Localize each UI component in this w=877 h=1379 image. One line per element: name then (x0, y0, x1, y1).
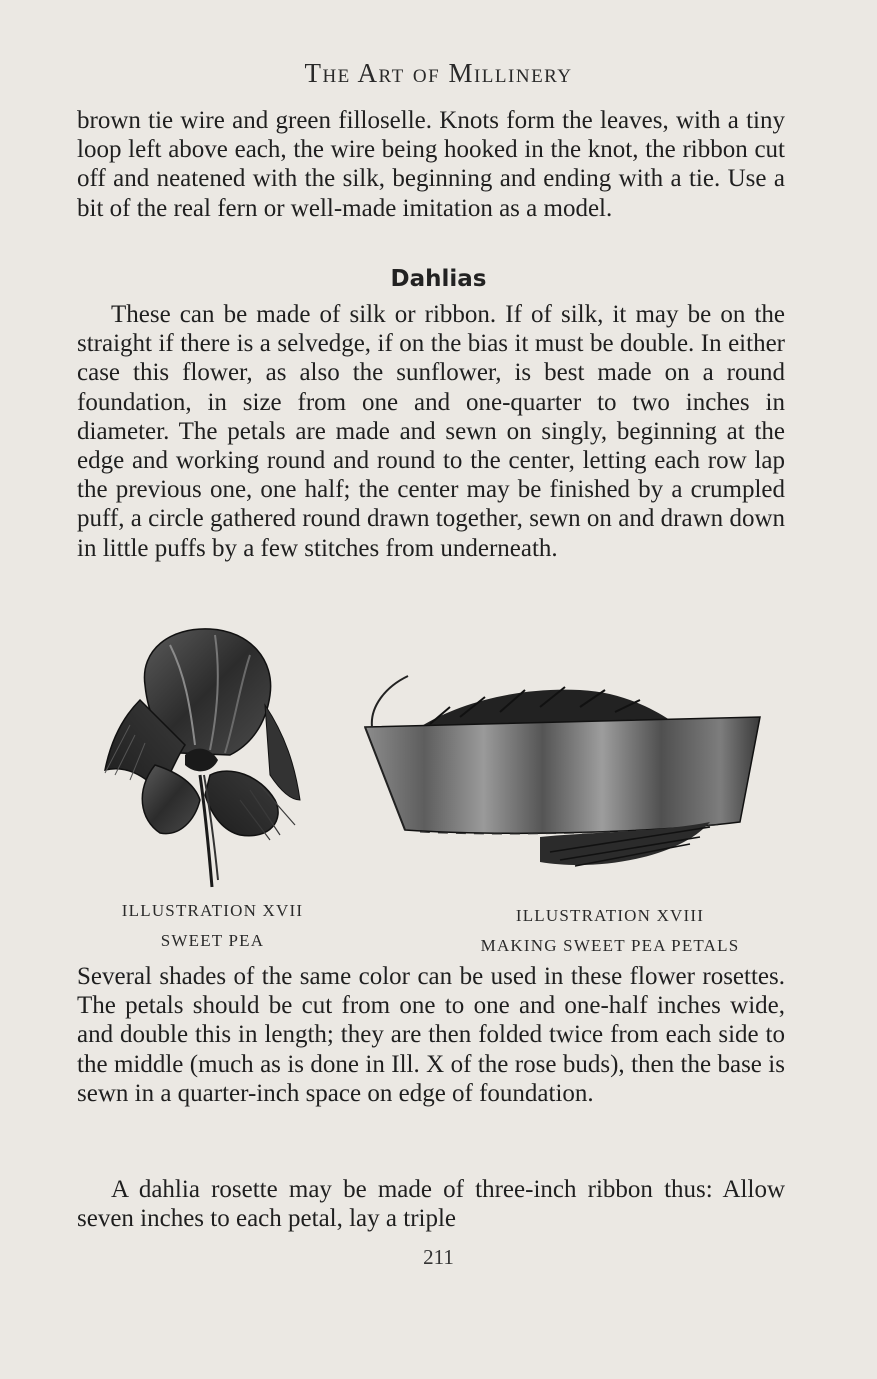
caption-subtitle: MAKING SWEET PEA PETALS (480, 936, 740, 955)
paragraph-dahlias: These can be made of silk or ribbon. If of silk, it may be on the straight if there is a selvedge, if on the bias it must be double. In either case this flower, as also the sunflower, is best made on a round foundation, in size from one and one-quarter to two inches in diameter. The petals are made and sewn on singly, beginning at the edge and working round and round to the center, letting each row lap the previous one, one half; the center may be finished by a crumpled puff, a circle gathered round drawn together, sewn on and drawn down in little puffs by a few stitches from underneath. (77, 301, 785, 562)
running-head: The Art of Millinery (304, 58, 573, 88)
paragraph-several-shades: Several shades of the same color can be used in these flower rosettes. The petals should be cut from one to one and one-half inches wide, and double this in length; they are then folded twice from each side to the middle (much as is done in Ill. X of the rose buds), then the base is sewn in a quarter-inch space on edge of foundation. (77, 963, 785, 1107)
section-heading: Dahlias (390, 266, 487, 292)
caption-title: ILLUSTRATION XVIII (515, 906, 705, 925)
caption-illustration-xviii (430, 901, 790, 961)
page-number: 211 (423, 1245, 454, 1269)
caption-subtitle: SWEET PEA (160, 931, 265, 950)
sweet-pea-petals-illustration (360, 672, 765, 877)
sweet-pea-illustration (100, 625, 305, 890)
paragraph-intro: brown tie wire and green filloselle. Knots form the leaves, with a tiny loop left above each, the wire being hooked in the knot, the ribbon cut off and neatened with the silk, beginning and ending with a tie. Use a bit of the real fern or well-made imitation as a model. (77, 107, 785, 222)
caption-title: ILLUSTRATION XVII (121, 901, 304, 920)
paragraph-dahlia-rosette: A dahlia rosette may be made of three-inch ribbon thus: Allow seven inches to each petal, lay a triple (77, 1176, 785, 1233)
caption-illustration-xvii (80, 896, 345, 956)
